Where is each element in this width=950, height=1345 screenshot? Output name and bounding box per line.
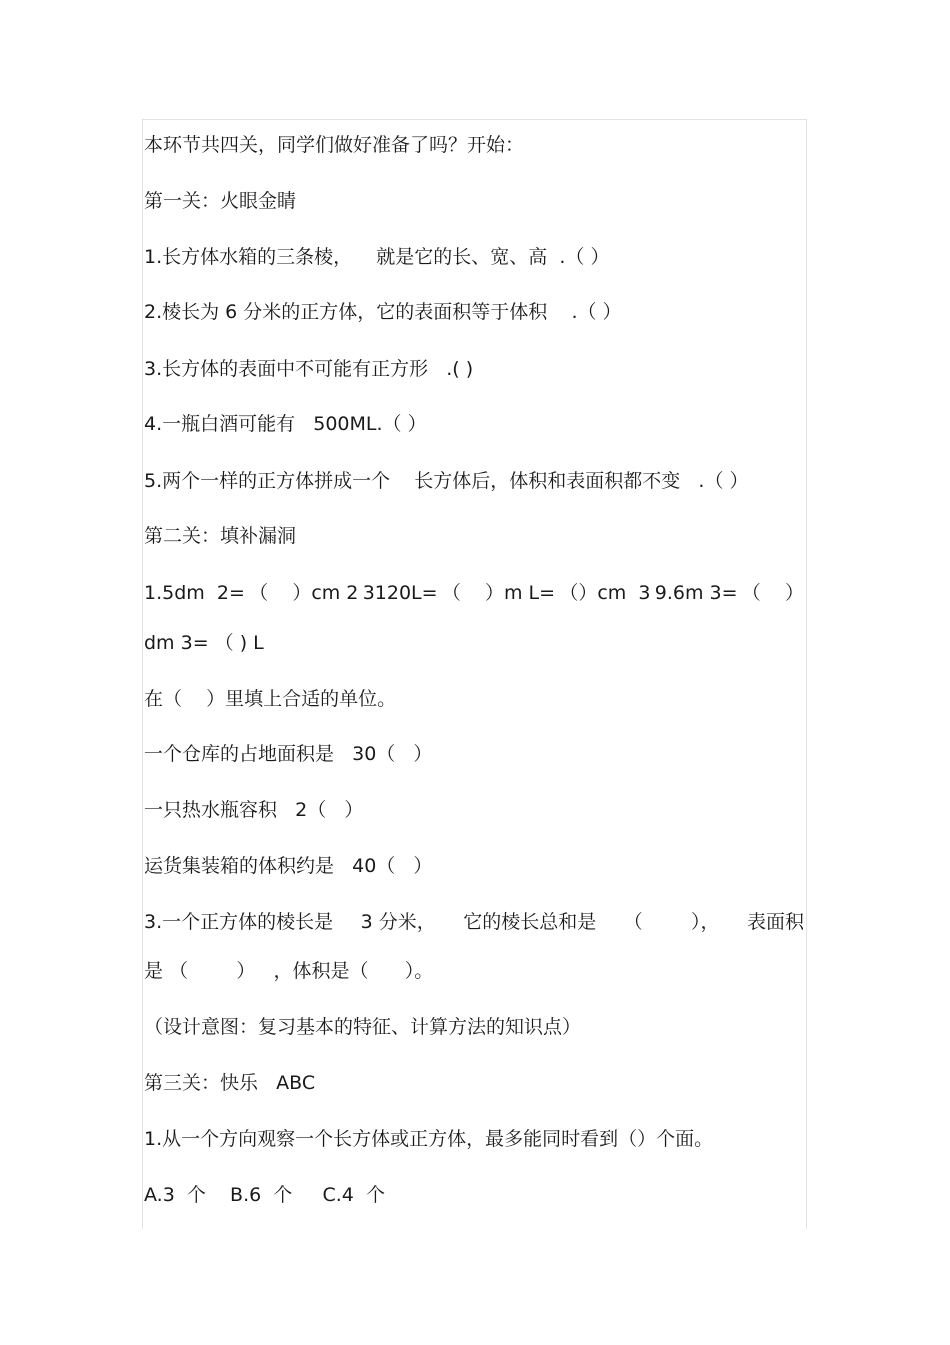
level2-q3-continuation: 是 （ ） ，体积是（ ）。 (144, 960, 434, 982)
level2-q3-part: （ ）， (623, 911, 720, 933)
level2-q3-line (144, 910, 804, 934)
level2-q3-part: 它的棱长总和是 (463, 911, 597, 933)
level2-q3-part: 3 分米， (360, 911, 436, 933)
level1-item-5: 5.两个一样的正方体拼成一个 长方体后，体积和表面积都不变 .（ ） (144, 470, 749, 492)
page-frame (142, 119, 807, 1229)
level2-q1-line (144, 581, 804, 605)
level2-q1-part: （ ）m L= (441, 582, 556, 604)
level2-unit-item-3: 运货集装箱的体积约是 40（ ） (144, 855, 433, 877)
level1-item-2: 2.棱长为 6 分米的正方体，它的表面积等于体积 .（ ） (144, 301, 622, 323)
level2-q1-part: 1.5dm 2= (144, 582, 245, 604)
level1-item-4: 4.一瓶白酒可能有 500ML.（ ） (144, 413, 427, 435)
level2-q3-part: 3.一个正方体的棱长是 (144, 911, 334, 933)
level2-q1-continuation: dm 3= （ ) L (144, 632, 264, 654)
level2-unit-item-2: 一只热水瓶容积 2（ ） (144, 799, 364, 821)
level3-q1-options: A.3 个 B.6 个 C.4 个 (144, 1184, 385, 1206)
intro-text: 本环节共四关，同学们做好准备了吗？开始： (144, 134, 525, 156)
level2-title: 第二关：填补漏洞 (144, 525, 297, 547)
level2-q1-part: （ ） (741, 582, 804, 604)
level2-q1-part: 3120L= (362, 582, 438, 604)
level2-unit-prompt: 在（ ）里填上合适的单位。 (144, 688, 397, 710)
level2-unit-item-1: 一个仓库的占地面积是 30（ ） (144, 743, 433, 765)
level3-q1: 1.从一个方向观察一个长方体或正方体，最多能同时看到（）个面。 (144, 1128, 714, 1150)
level2-q1-part: 9.6m 3= (654, 582, 738, 604)
level1-title: 第一关：火眼金睛 (144, 190, 297, 212)
level2-q1-part: （ ）cm 2 (249, 582, 359, 604)
level1-item-1: 1.长方体水箱的三条棱， 就是它的长、宽、高 .（ ） (144, 246, 610, 268)
level1-item-3: 3.长方体的表面中不可能有正方形 .( ) (144, 358, 474, 380)
level2-q3-part: 表面积 (746, 911, 804, 933)
design-note: （设计意图：复习基本的特征、计算方法的知识点） (144, 1016, 582, 1038)
level3-title: 第三关：快乐 ABC (144, 1072, 316, 1094)
level2-q1-part: （）cm 3 (559, 582, 651, 604)
